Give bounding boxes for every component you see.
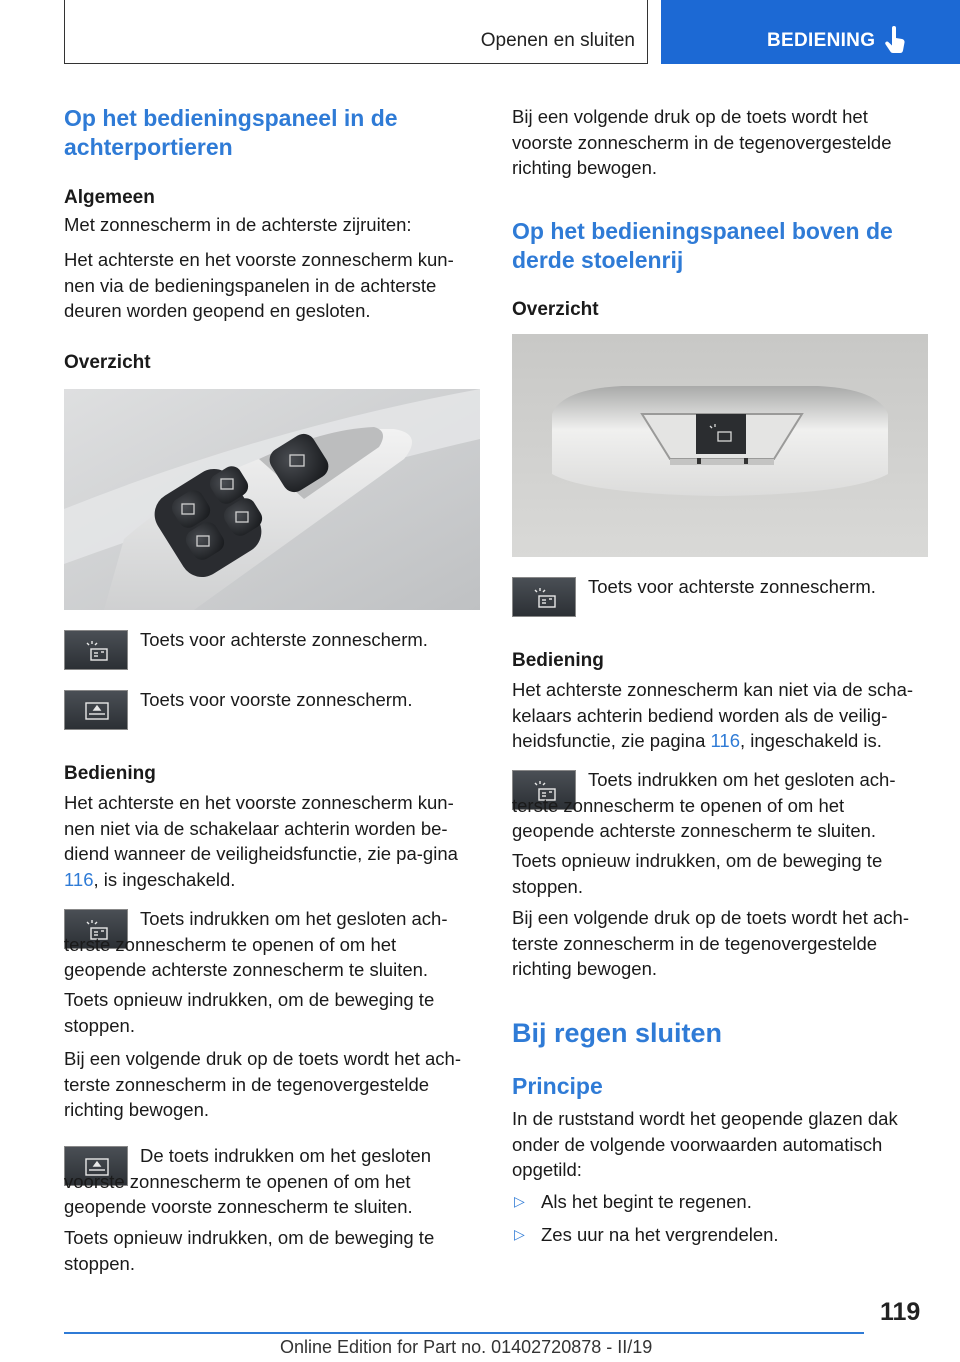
- header-section-title: Openen en sluiten: [480, 30, 635, 51]
- ceiling-panel-photo: [512, 334, 928, 557]
- hand-pointer-icon: [883, 26, 907, 56]
- page-number: 119: [880, 1298, 921, 1326]
- paragraph-next-1: Bij een volgende druk op de toets wordt het ach-terste zonnescherm in de tegenovergestelde richting bewogen.: [64, 1048, 461, 1120]
- triangle-right-icon: ▷: [514, 1226, 525, 1242]
- footer-edition: Online Edition for Part no. 01402720878 - II/19: [280, 1337, 653, 1357]
- rear-sunshade-key-icon: [64, 630, 128, 670]
- key2-description: Toets voor voorste zonnescherm.: [140, 689, 413, 710]
- front-sunshade-key-icon: [64, 690, 128, 730]
- key6-description: Toets indrukken om het gesloten ach-terste zonnescherm te openen of om het geopende achterste zonnescherm te sluiten.: [512, 769, 896, 841]
- heading-bediening-left: Bediening: [64, 763, 156, 784]
- heading-overzicht: Overzicht: [64, 352, 151, 373]
- heading-principe: Principe: [512, 1073, 603, 1099]
- header-chapter-title: BEDIENING: [767, 30, 876, 51]
- key5-description: Toets voor achterste zonnescherm.: [588, 576, 876, 597]
- section-title-rain: Bij regen sluiten: [512, 1018, 723, 1048]
- rear-sunshade-key-icon-3: [512, 577, 576, 617]
- heading-bediening-right: Bediening: [512, 650, 604, 671]
- paragraph-algemeen-1: Met zonnescherm in de achterste zijruiten:: [64, 214, 412, 235]
- paragraph-next-3: Bij een volgende druk op de toets wordt het ach-terste zonnescherm in de tegenovergestelde richting bewogen.: [512, 907, 909, 979]
- section-title-rear-doors: Op het bedieningspaneel in de achterportieren: [64, 105, 398, 160]
- page-link-116-right[interactable]: 116: [710, 730, 740, 751]
- header-chapter-tab: [661, 0, 960, 64]
- key4-description: De toets indrukken om het gesloten voorste zonnescherm te openen of om het geopende voorste zonnescherm te sluiten.: [64, 1145, 432, 1217]
- header-section-box: [64, 0, 648, 64]
- key1-description: Toets voor achterste zonnescherm.: [140, 629, 428, 650]
- heading-algemeen: Algemeen: [64, 187, 155, 208]
- page-link-116[interactable]: 116: [64, 868, 94, 890]
- paragraph-stop-1: Toets opnieuw indrukken, om de beweging te stoppen.: [64, 989, 435, 1036]
- paragraph-principe: In de ruststand wordt het geopende glazen dak onder de volgende voorwaarden automatisch opgetild:: [512, 1108, 898, 1180]
- paragraph-bediening-right: Het achterste zonnescherm kan niet via de scha-kelaars achterin bediend worden als de veilig-heidsfunctie, zie pagina 116, ingeschakeld is.: [512, 679, 914, 751]
- paragraph-stop-3: Toets opnieuw indrukken, om de beweging te stoppen.: [512, 850, 883, 897]
- door-panel-photo: [64, 389, 480, 610]
- paragraph-algemeen-2: Het achterste en het voorste zonnescherm kun-nen via de bedieningspanelen in de achterste deuren worden geopend en gesloten.: [64, 249, 454, 321]
- paragraph-bediening-left: Het achterste en het voorste zonnescherm kun-nen niet via de schakelaar achterin worden be-diend wanneer de veiligheidsfunctie, zie pa-gina 116, is ingeschakeld.: [64, 792, 458, 890]
- section-title-third-row: Op het bedieningspaneel boven de derde stoelenrij: [512, 218, 893, 273]
- heading-overzicht-right: Overzicht: [512, 299, 599, 320]
- paragraph-next-2: Bij een volgende druk op de toets wordt het voorste zonnescherm in de tegenovergestelde richting bewogen.: [512, 106, 892, 178]
- triangle-right-icon: ▷: [514, 1193, 525, 1209]
- paragraph-stop-2: Toets opnieuw indrukken, om de beweging te stoppen.: [64, 1227, 435, 1274]
- footer-divider: [64, 1332, 864, 1334]
- key3-description: Toets indrukken om het gesloten ach-terste zonnescherm te openen of om het geopende achterste zonnescherm te sluiten.: [64, 908, 448, 980]
